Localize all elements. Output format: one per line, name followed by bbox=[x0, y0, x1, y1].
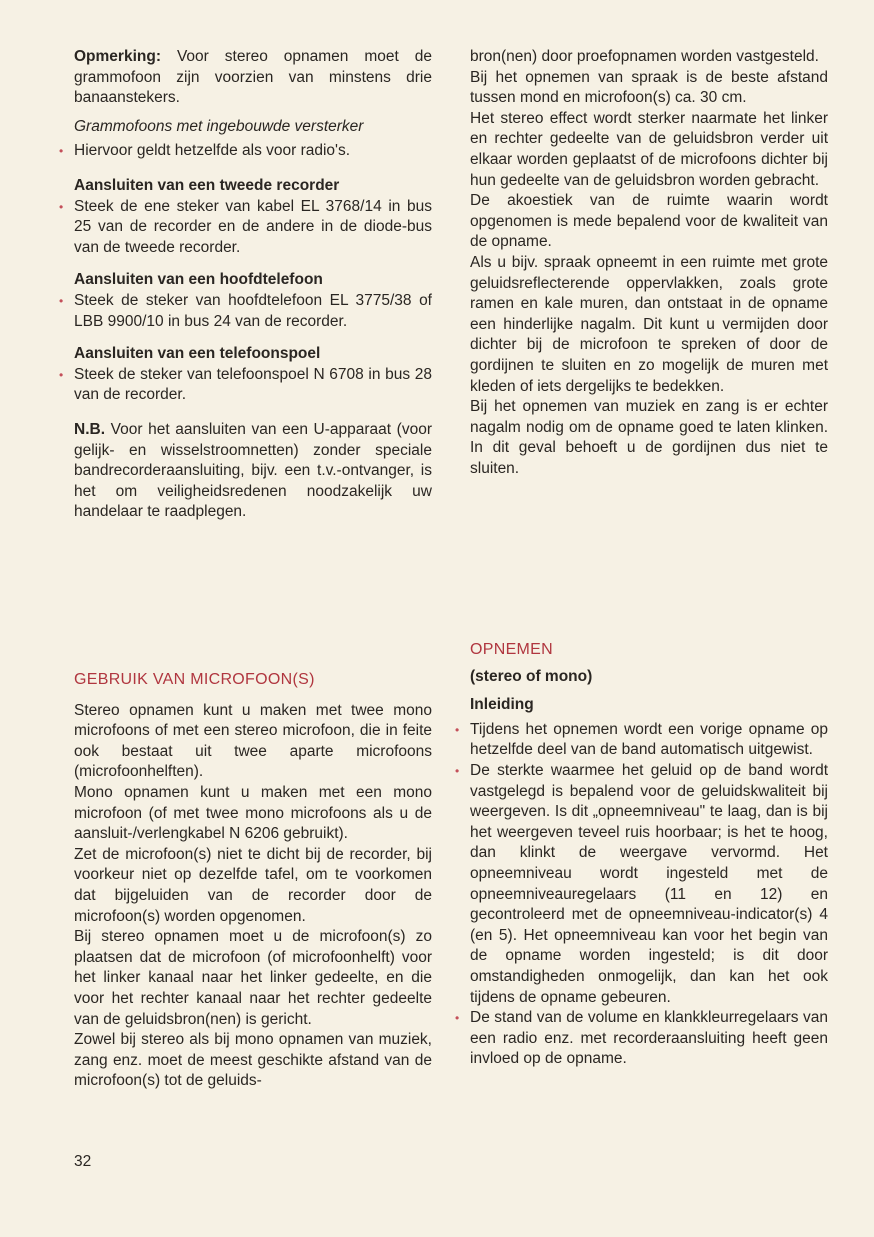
right-paragraph-1: bron(nen) door proefopnamen worden vastgesteld. bbox=[470, 48, 819, 65]
microfoon-section-heading: GEBRUIK VAN MICROFOON(S) bbox=[74, 671, 315, 688]
opmerking-paragraph bbox=[74, 47, 432, 109]
opnemen-section-heading: OPNEMEN bbox=[470, 641, 553, 658]
tweede-recorder-bullet: • Steek de ene steker van kabel EL 3768/14 in bus 25 van de recorder en de andere in de diode-bus van de tweede recorder. bbox=[74, 197, 432, 259]
grammofoons-bullet: • Hiervoor geldt hetzelfde als voor radio's. bbox=[74, 141, 432, 162]
opnemen-bullet-1: • Tijdens het opnemen wordt een vorige opname op hetzelfde deel van de band automatisch uitgewist. bbox=[470, 720, 828, 761]
right-paragraph-3: Het stereo effect wordt sterker naarmate het linker en rechter gedeelte van de geluidsbron verder uit elkaar worden geplaatst of de microfoons dichter bij hun gedeelte van de geluidsbron worden gebracht. bbox=[470, 109, 828, 189]
nb-paragraph bbox=[74, 420, 432, 523]
right-paragraph-5: Als u bijv. spraak opneemt in een ruimte met grote geluidsreflecterende oppervlakken, zoals grote ramen en kale muren, dan ontstaat in de opname een hinderlijke nagalm. Dit kunt u vermijden door dichter bij de microfoon te spreken of door de gordijnen te sluiten en zo mogelijk de muren met kleden of iets dergelijks te bedekken. bbox=[470, 253, 828, 395]
opnemen-bullet-3: • De stand van de volume en klankkleurregelaars van een radio enz. met recorderaansluiting heeft geen invloed op de opname. bbox=[470, 1008, 828, 1070]
nb-text: Voor het aansluiten van een U-apparaat (voor gelijk- en wisselstroomnetten) zonder speciale bandrecorderaansluiting, bijv. een t.v.-ontvanger, is het om veiligheidsredenen noodzakelijk uw handelaar te raadplegen. bbox=[74, 420, 432, 521]
right-column-bottom bbox=[470, 640, 828, 1070]
opmerking-label: Opmerking: bbox=[74, 48, 161, 65]
opnemen-bullet-2: • De sterkte waarmee het geluid op de band wordt vastgelegd is bepalend voor de geluidskwaliteit bij weergeven. Is dit „opneemniveau" te laag, dan is bij het weergeven teveel ruis hoorbaar; is het te hoog, dan klinkt de weergave vervormd. Het opneemniveau wordt ingesteld met de opneemniveauregelaars (11 en 12) en gecontroleerd met de opneemniveau-indicator(s) 4 (en 5). Het opneemniveau kan voor het begin van de opname worden ingesteld; is dit door omstandigheden onmogelijk, dan kan het ook tijdens de opname gebeuren. bbox=[470, 761, 828, 1008]
right-paragraph-6: Bij het opnemen van muziek en zang is er echter nagalm nodig om de opname goed te laten klinken. In dit geval behoeft u de gordijnen dus niet te sluiten. bbox=[470, 398, 828, 477]
right-column-top bbox=[470, 47, 828, 479]
inleiding-heading: Inleiding bbox=[470, 696, 534, 714]
grammofoons-subheading: Grammofoons met ingebouwde versterker bbox=[74, 117, 364, 135]
microfoon-paragraph-4: Bij stereo opnamen moet u de microfoon(s) zo plaatsen dat de microfoon (of microfoonhelft) voor het linker kanaal naar het linker gedeelte, en die voor het rechter kanaal naar het rechter gedeelte van de geluidsbron(nen) is gericht. bbox=[74, 928, 432, 1028]
page-number: 32 bbox=[74, 1153, 92, 1170]
right-paragraph-2: Bij het opnemen van spraak is de beste afstand tussen mond en microfoon(s) ca. 30 cm. bbox=[470, 68, 828, 107]
right-paragraph-4: De akoestiek van de ruimte waarin wordt opgenomen is mede bepalend voor de kwaliteit van de opname. bbox=[470, 192, 828, 251]
hoofdtelefoon-bullet: • Steek de steker van hoofdtelefoon EL 3775/38 of LBB 9900/10 in bus 24 van de recorder. bbox=[74, 291, 432, 332]
left-column-bottom bbox=[74, 670, 432, 1092]
opmerking-text: Voor stereo opnamen moet de grammofoon zijn voorzien van minstens drie banaanstekers. bbox=[74, 48, 432, 107]
microfoon-paragraph-3: Zet de microfoon(s) niet te dicht bij de recorder, bij voorkeur niet op dezelfde tafel, om te voorkomen dat bijgeluiden van de recorder door de microfoon(s) worden opgenomen. bbox=[74, 845, 432, 925]
telefoonspoel-bullet: • Steek de steker van telefoonspoel N 6708 in bus 28 van de recorder. bbox=[74, 365, 432, 406]
tweede-recorder-heading: Aansluiten van een tweede recorder bbox=[74, 176, 340, 194]
left-column-top bbox=[74, 47, 432, 523]
microfoon-paragraph-2: Mono opnamen kunt u maken met een mono microfoon (of met twee mono microfoons als u de aansluit-/verlengkabel N 6206 gebruikt). bbox=[74, 783, 432, 843]
nb-label: N.B. bbox=[74, 420, 105, 438]
opnemen-subheading: (stereo of mono) bbox=[470, 667, 593, 685]
microfoon-paragraph-5: Zowel bij stereo als bij mono opnamen van muziek, zang enz. moet de meest geschikte afstand van de microfoon(s) tot de geluids- bbox=[74, 1031, 432, 1090]
microfoon-paragraph-1: Stereo opnamen kunt u maken met twee mono microfoons of met een stereo microfoon, die in feite ook bestaat uit twee aparte microfoons (microfoonhelften). bbox=[74, 701, 432, 781]
hoofdtelefoon-heading: Aansluiten van een hoofdtelefoon bbox=[74, 271, 323, 289]
telefoonspoel-heading: Aansluiten van een telefoonspoel bbox=[74, 345, 321, 363]
